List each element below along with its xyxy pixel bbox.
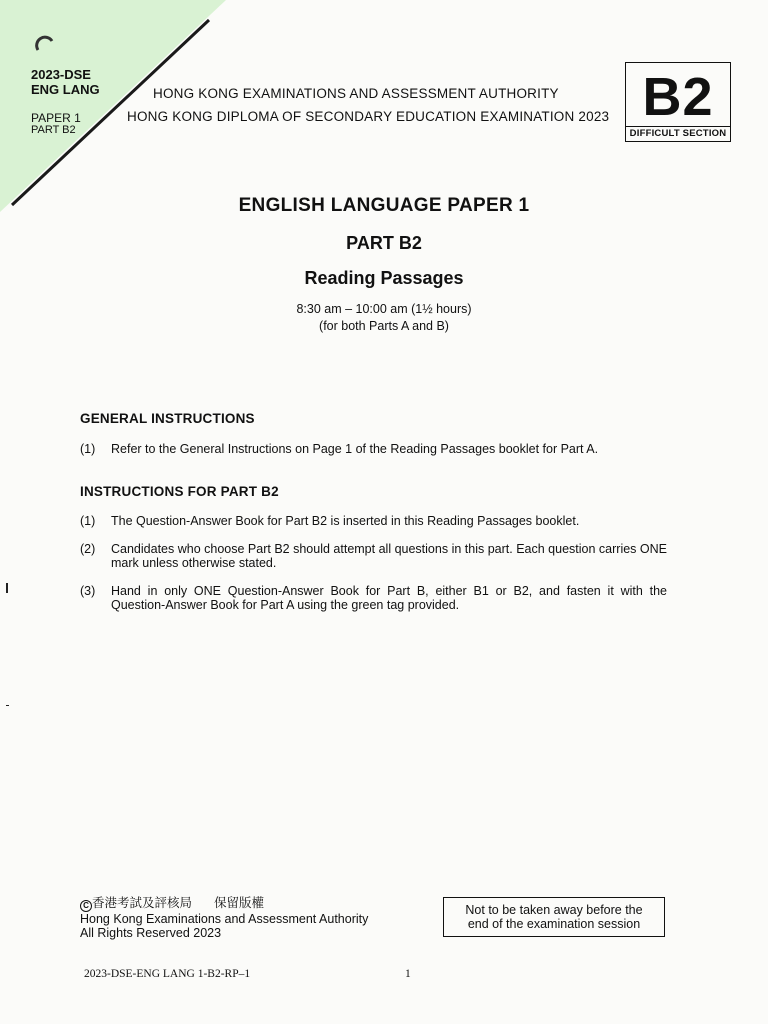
section-badge-caption: DIFFICULT SECTION	[626, 126, 730, 141]
copyright-english-name: Hong Kong Examinations and Assessment Authority	[80, 912, 369, 926]
corner-subject-label: ENG LANG	[31, 82, 100, 97]
general-instruction-number: (1)	[80, 442, 96, 456]
authority-name: HONG KONG EXAMINATIONS AND ASSESSMENT AUTHORITY	[153, 86, 559, 101]
corner-part-label: PART B2	[31, 124, 76, 136]
notice-line: end of the examination session	[467, 917, 641, 931]
footer-code: 2023-DSE-ENG LANG 1-B2-RP–1	[84, 968, 251, 980]
general-instructions-heading: GENERAL INSTRUCTIONS	[80, 411, 255, 426]
part-b2-instructions-heading: INSTRUCTIONS FOR PART B2	[80, 484, 279, 499]
instruction-text: Candidates who choose Part B2 should attempt all questions in this part. Each question carries ONE mark unless otherwise stated.	[111, 542, 667, 570]
instruction-text: Hand in only ONE Question-Answer Book for Part B, either B1 or B2, and fasten it with the Question-Answer Book for Part A using the green tag provided.	[111, 584, 667, 612]
instruction-number: (1)	[80, 514, 96, 528]
copyright-chinese-line	[80, 896, 368, 912]
corner-paper-label: PAPER 1	[31, 111, 81, 125]
instruction-number: (3)	[80, 584, 96, 598]
corner-tab-graphic	[0, 0, 230, 215]
exam-name: HONG KONG DIPLOMA OF SECONDARY EDUCATION EXAMINATION 2023	[127, 109, 610, 124]
scan-mark	[6, 583, 8, 593]
copyright-chinese-rights: 保留版權	[214, 896, 265, 910]
corner-year-label: 2023-DSE	[31, 67, 91, 82]
part-title: PART B2	[346, 233, 422, 253]
instruction-text: The Question-Answer Book for Part B2 is inserted in this Reading Passages booklet.	[111, 514, 580, 528]
general-instruction-text: Refer to the General Instructions on Page 1 of the Reading Passages booklet for Part A.	[111, 442, 599, 456]
paper-title: ENGLISH LANGUAGE PAPER 1	[238, 195, 530, 216]
exam-scope: (for both Parts A and B)	[319, 319, 449, 333]
section-badge-code: B2	[642, 67, 714, 127]
instruction-number: (2)	[80, 542, 96, 556]
copyright-rights: All Rights Reserved 2023	[80, 926, 222, 940]
notice-line: Not to be taken away before the	[465, 903, 643, 917]
copyright-icon: C	[80, 900, 92, 912]
booklet-subtitle: Reading Passages	[304, 268, 464, 288]
copyright-block	[80, 896, 368, 940]
notice-box	[443, 897, 665, 937]
copyright-chinese-name: 香港考試及評核局	[92, 896, 193, 910]
page-number: 1	[405, 968, 411, 980]
scan-mark	[6, 705, 9, 706]
exam-time: 8:30 am – 10:00 am (1½ hours)	[296, 302, 472, 316]
corner-tab	[0, 0, 230, 215]
section-badge	[625, 62, 731, 142]
